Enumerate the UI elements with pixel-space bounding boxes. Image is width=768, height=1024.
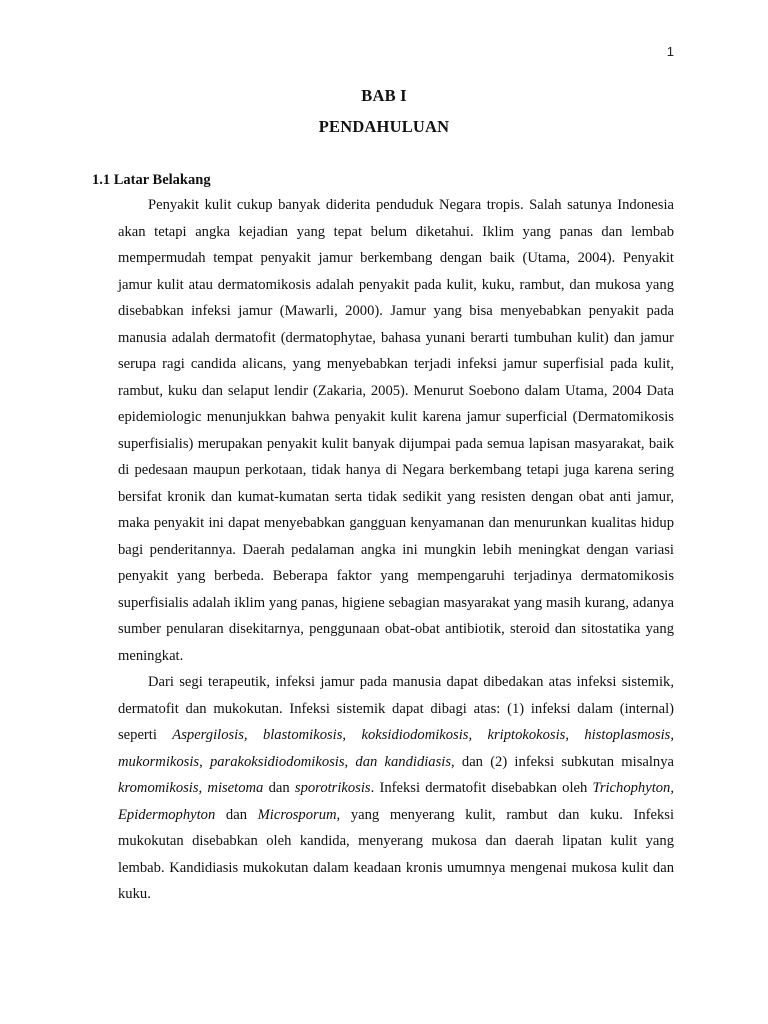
chapter-number: BAB I [361,86,407,105]
italic-term: Trichophyton, Epidermophyton [118,780,674,823]
italic-term: sporotrikosis [294,780,371,796]
text-run: Dari segi terapeutik, infeksi jamur pada manusia dapat dibedakan atas infeksi sistemik, dermatofit dan mukokutan. Infeksi sistemik dapat dibagi atas: (1) infeksi dalam (internal) seperti [118,674,674,743]
paragraph-terapeutik [118,669,674,908]
section-heading: 1.1 Latar Belakang [92,172,211,188]
text-run: , dan (2) infeksi subkutan misalnya [451,753,674,770]
page-number: 1 [666,44,674,59]
text-run: dan [263,780,295,796]
chapter-title: PENDAHULUAN [318,117,450,136]
paragraph-latar-belakang: Penyakit kulit cukup banyak diderita penduduk Negara tropis. Salah satunya Indonesia akan tetapi angka kejadian yang tepat belum diketahui. Iklim yang panas dan lembab mempermudah tempat penyakit jamur berkembang dengan baik (Utama, 2004). Penyakit jamur kulit atau dermatomikosis adalah penyakit pada kulit, kuku, rambut, dan mukosa yang disebabkan infeksi jamur (Mawarli, 2000). Jamur yang bisa menyebabkan penyakit pada manusia adalah dermatofit (dermatophytae, bahasa yunani berarti tumbuhan kulit) dan jamur serupa ragi candida alicans, yang menyebabkan terjadi infeksi jamur superfisial pada kulit, rambut, kuku dan selaput lendir (Zakaria, 2005). Menurut Soebono dalam Utama, 2004 Data epidemiologic menunjukkan bahwa penyakit kulit karena jamur superficial (Dermatomikosis superfisialis) merupakan penyakit kulit banyak dijumpai pada semua lapisan masyarakat, baik di pedesaan maupun perkotaan, tidak hanya di Negara berkembang tetapi juga karena sering bersifat kronik dan kumat-kumatan serta tidak sedikit yang resisten dengan obat anti jamur, maka penyakit ini dapat menyebabkan gangguan kenyamanan dan menurunkan kualitas hidup bagi penderitannya. Daerah pedalaman angka ini mungkin lebih meningkat dengan variasi penyakit yang berbeda. Beberapa faktor yang mempengaruhi terjadinya dermatomikosis superfisialis adalah iklim yang panas, higiene sebagian masyarakat yang masih kurang, adanya sumber penularan disekitarnya, penggunaan obat-obat antibiotik, steroid dan sitostatika yang meningkat. [118,197,674,664]
text-run: . Infeksi dermatofit disebabkan oleh [370,780,593,796]
italic-term: Microsporum [257,806,337,823]
body-text [118,192,674,908]
italic-term: kromomikosis, misetoma [118,780,264,796]
italic-term: Aspergilosis, blastomikosis, koksidiodomikosis, kriptokokosis, histoplasmosis, mukormikosis, parakoksidiodomikosis, dan kandidiasis [118,727,674,770]
text-run: , yang menyerang kulit, rambut dan kuku. Infeksi mukokutan disebabkan oleh kandida, menyerang mukosa dan daerah lipatan kulit yang lembab. Kandidiasis mukokutan dalam keadaan kronis umumnya mengenai mukosa kulit dan kuku. [118,806,674,902]
text-run: dan [215,806,258,823]
